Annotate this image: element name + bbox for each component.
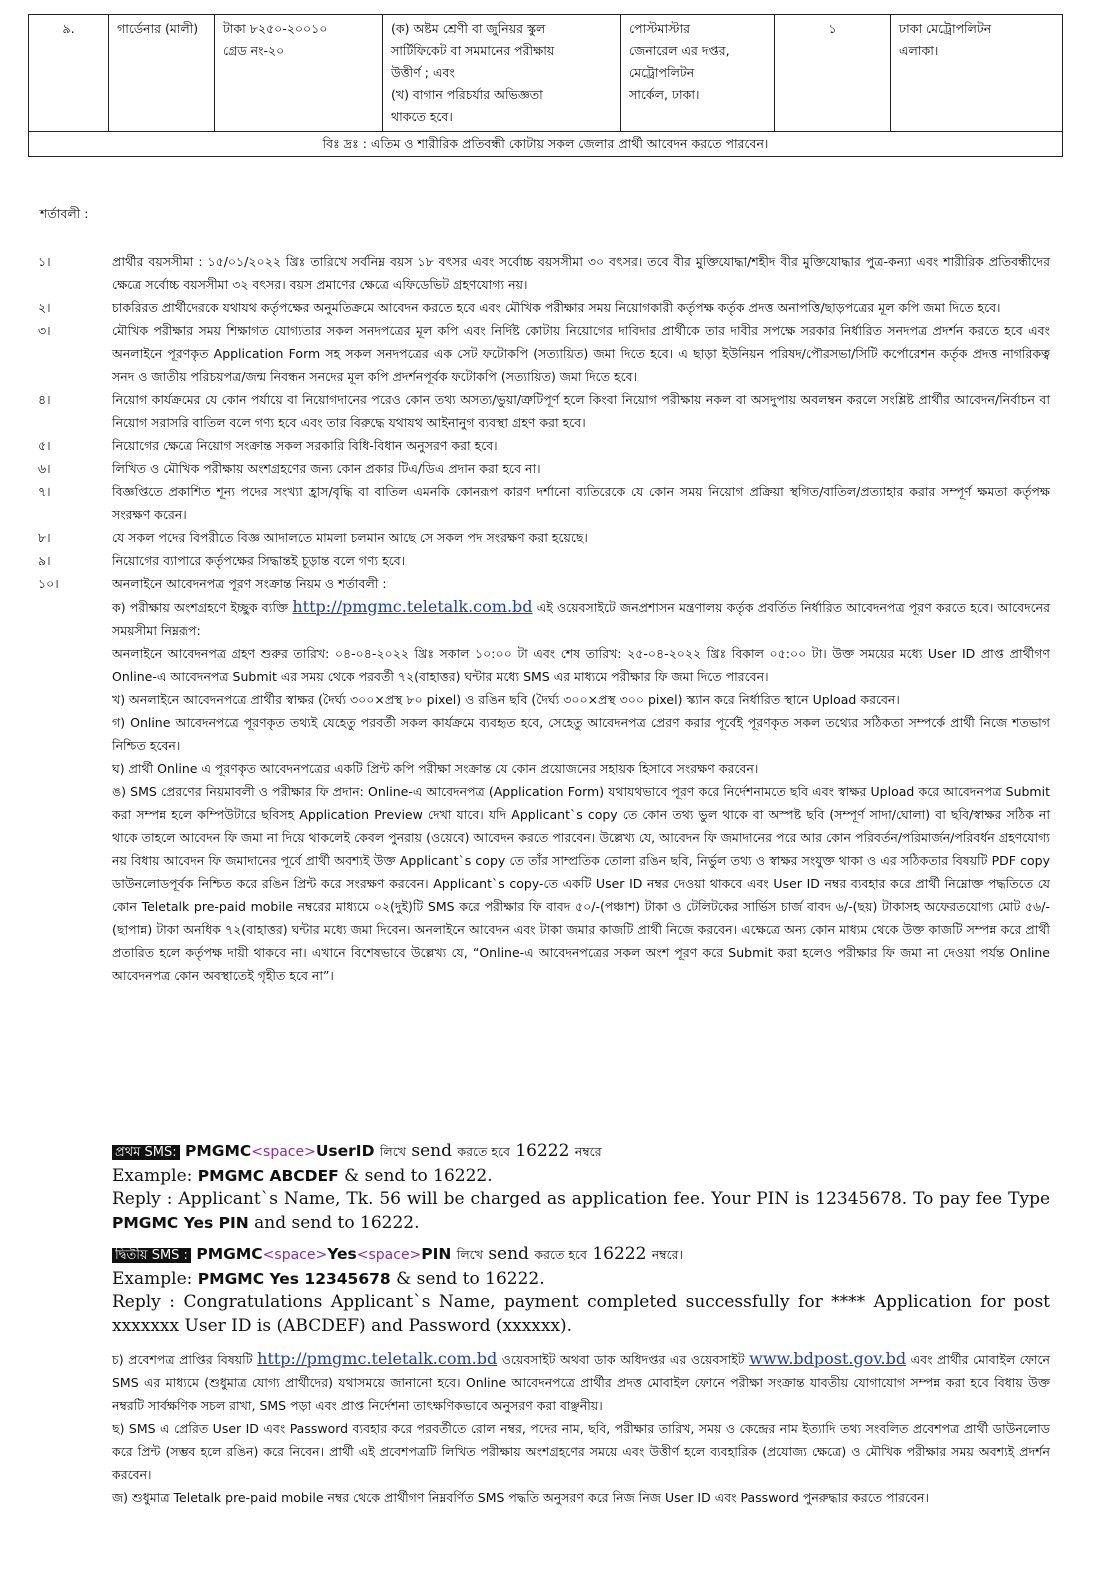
clause-uma: ঙ) SMS প্রেরণের নিয়মাবলী ও পরীক্ষার ফি প্রদান: Online-এ আবেদনপত্র (Application Form) যথাযথভাবে পূরণ করে নির্দেশনামতে ছবি এবং স্বাক্ষর Upload করে আবেদনপত্র Submit করা সম্পন্ন হলে কম্পিউটারে ছবিসহ Application Preview দেখা যাবে। যদি Applicant`s copy তে কোন তথ্য ভুল থাকে বা অস্পষ্ট ছবি (সম্পূর্ণ সাদা/ঘোলা) বা ছবি/স্বাক্ষর সঠিক না থাকে তাহলে আবেদন ফি জমা না দিয়ে থাকলেই কেবল পুনরায় (ওয়েবে) আবেদন করতে পারবেন। উল্লেখ্য যে, আবেদন ফি জমাদানের পরে আর কোন পরিবর্তন/পরিমার্জন/পরিবর্ধন গ্রহণযোগ্য নয় বিধায় আবেদন ফি জমাদানের পূর্বে প্রার্থী অবশ্যই উক্ত Applicant`s copy তে তাঁর সাম্প্রতিক তোলা রঙিন ছবি, নির্ভুল তথ্য ও স্বাক্ষর সংযুক্ত থাকা ও এর সঠিকতার বিষয়টি PDF copy ডাউনলোডপূর্বক নিশ্চিত করে রঙিন প্রিন্ট করে সংরক্ষণ করবেন। Applicant`s copy-তে একটি User ID নম্বর দেওয়া থাকবে এবং User ID নম্বর ব্যবহার করে প্রার্থী নিম্নোক্ত পদ্ধতিতে যে কোন Teletalk pre-paid mobile নম্বরের মাধ্যমে ০২(দুই)টি SMS করে পরীক্ষার ফি বাবদ ৫০/-(পঞ্চাশ) টাকা ও টেলিটকের সার্ভিস চার্জ বাবদ ৬/-(ছয়) টাকাসহ অফেরতযোগ্য মোট ৫৬/-(ছাপান্ন) টাকা অনধিক ৭২(বাহাত্তর) ঘন্টার মধ্যে জমা দিবেন। অনলাইনে আবেদন এবং টাকা জমার কাজটি প্রার্থী নিজে করবেন। এক্ষেত্রে অন্য কোন মাধ্যম থেকে উক্ত কাজটি সম্পন্ন করে প্রার্থী প্রতারিত হলে কর্তৃপক্ষ দায়ী থাকবে না। এখানে বিশেষভাবে উল্লেখ্য যে, “Online-এ আবেদনপত্রের সকল অংশ পূরণ করে Submit করা হলেও পরীক্ষার ফি জমা না দেওয়া পর্যন্ত Online আবেদনপত্র কোন অবস্থাতেই গৃহীত হবে না”।	[112, 784, 1050, 983]
condition-10-title: অনলাইনে আবেদনপত্র পূরণ সংক্রান্ত নিয়ম ও শর্তাবলী :	[112, 576, 387, 591]
clause-ka-time: অনলাইনে আবেদনপত্র গ্রহণ শুরুর তারিখ: ০৪-০৪-২০২২ খ্রিঃ সকাল ১০:০০ টা এবং শেষ তারিখ: ২৫-০৪-২০২২ খ্রিঃ বিকাল ০৫:০০ টা। উক্ত সময়ের মধ্যে User ID প্রাপ্ত প্রার্থীগণ Online-এ আবেদনপত্র Submit এর সময় থেকে পরবর্তী ৭২(বাহাত্তর) ঘন্টার মধ্যে SMS এর মাধ্যমে পরীক্ষার ফি জমা দিতে পারবেন।	[112, 646, 1050, 684]
clause-cha-mid: ওয়েবসাইট অথবা ডাক অধিদপ্তর এর ওয়েবসাইট	[501, 1352, 745, 1367]
bdpost-link[interactable]: www.bdpost.gov.bd	[749, 1349, 907, 1368]
pay-scale: টাকা ৮২৫০-২০০১০	[223, 21, 328, 36]
condition-item	[38, 480, 1050, 526]
send-text: send	[488, 1244, 529, 1264]
reply-label: Reply :	[112, 1189, 173, 1209]
clause-cha-prefix: চ) প্রবেশপত্র প্রাপ্তির বিষয়টি	[112, 1352, 253, 1367]
condition-item	[38, 388, 1050, 434]
sms-code: PMGMC	[196, 1245, 263, 1263]
sms-number: 16222	[592, 1244, 647, 1264]
teletalk-link[interactable]: http://pmgmc.teletalk.com.bd	[292, 597, 533, 616]
korte-text: করতে হবে	[457, 1144, 510, 1159]
condition-number: ১০।	[38, 576, 59, 591]
office-cell	[621, 15, 775, 132]
likhe-text: লিখে	[379, 1144, 406, 1159]
space-placeholder: <space>	[356, 1247, 422, 1263]
clause-chha: ছ) SMS এ প্রেরিত User ID এবং Password ব্যবহার করে পরবর্তীতে রোল নম্বর, পদের নাম, ছবি, পরীক্ষার তারিখ, সময় ও কেন্দ্রের নাম ইত্যাদি তথ্য সংবলিত প্রবেশপত্র প্রার্থী ডাউনলোড করে প্রিন্ট (সম্ভব হলে রঙিন) করে নিবেন। প্রার্থী এই প্রবেশপত্রটি লিখিত পরীক্ষায় অংশগ্রহণের সময়ে এবং উত্তীর্ণ হলে ব্যবহারিক (প্রযোজ্য ক্ষেত্রে) ও মৌখিক পরীক্ষার সময় অবশ্যই প্রদর্শন করবেন।	[112, 1421, 1050, 1482]
sms-second-label: দ্বিতীয় SMS :	[112, 1248, 191, 1263]
reply-text: Congratulations Applicant`s Name, payment completed successfully for **** Application for post xxxxxxx User ID is (ABCDEF) and Password (xxxxxx).	[112, 1292, 1051, 1336]
sms-second-reply	[112, 1291, 1050, 1338]
office-line: সার্কেল, ঢাকা।	[629, 87, 700, 102]
condition-text: নিয়োগ কার্যক্রমের যে কোন পর্যায়ে বা নিয়োগদানের পরেও কোন তথ্য অসত্য/ভুয়া/ত্রুটিপূর্ণ হলে কিংবা নিয়োগ পরীক্ষায় নকল বা অসদুপায় অবলম্বন করলে সংশ্লিষ্ট প্রার্থীর আবেদন/নির্বাচন বা নিয়োগ সরাসরি বাতিল বলে গণ্য হবে এবং তার বিরুদ্ধে যথাযথ আইনানুগ ব্যবস্থা গ্রহণ করা হবে।	[112, 392, 1050, 430]
sms-userid: UserID	[315, 1142, 375, 1160]
condition-number: ২।	[38, 300, 51, 315]
example-label: Example:	[112, 1268, 193, 1289]
sms-yes: Yes	[327, 1245, 357, 1263]
sms-code: PMGMC	[184, 1142, 252, 1160]
nombore-text: নম্বরে	[574, 1144, 602, 1159]
sms-first-line	[112, 1140, 1050, 1165]
reply-label: Reply :	[112, 1292, 176, 1312]
condition-text: বিজ্ঞপ্তিতে প্রকাশিত শূন্য পদের সংখ্যা হ্রাস/বৃদ্ধি বা বাতিল এমনকি কোনরূপ কারণ দর্শানো ব্যতিরেকে যে কোন সময় নিয়োগ প্রক্রিয়া স্থগিত/বাতিল/প্রত্যাহার করার সম্পূর্ণ ক্ষমতা কর্তৃপক্ষ সংরক্ষণ করেন।	[112, 484, 1050, 522]
condition-text: মৌখিক পরীক্ষার সময় শিক্ষাগত যোগ্যতার সকল সনদপত্রের মূল কপি এবং নির্দিষ্ট কোটায় নিয়োগের দাবিদার প্রার্থীকে তার দাবীর সপক্ষে সরকার নির্ধারিত সনদপত্র প্রদর্শন করতে হবে এবং অনলাইনে পূরণকৃত Application Form সহ সকল সনদপত্রের এক সেট ফটোকপি (সত্যায়িত) জমা দিতে হবে। এ ছাড়া ইউনিয়ন পরিষদ/পৌরসভা/সিটি কর্পোরেশন কর্তৃক প্রদত্ত নাগরিকত্ব সনদ ও জাতীয় পরিচয়পত্র/জন্ম নিবন্ধন সনদের মূল কপি প্রদর্শনপূর্বক ফটোকপি (সত্যায়িত) জমা দিতে হবে।	[112, 323, 1050, 384]
condition-text: যে সকল পদের বিপরীতে বিজ্ঞ আদালতে মামলা চলমান আছে সে সকল পদ সংরক্ষণ করা হয়েছে।	[112, 530, 588, 545]
sms-first-block	[112, 1140, 1050, 1235]
clause-cha	[112, 1347, 1050, 1417]
qualification-line: (খ) বাগান পরিচর্যার অভিজ্ঞতা	[391, 87, 543, 102]
clause-ka-prefix: ক) পরীক্ষায় অংশগ্রহণে ইচ্ছুক ব্যক্তি	[112, 600, 289, 615]
example-send: & send to 16222.	[396, 1268, 545, 1289]
clause-kha: খ) অনলাইনে আবেদনপত্রে প্রার্থীর স্বাক্ষর (দৈর্ঘ্য ৩০০×প্রস্থ ৮০ pixel) ও রঙিন ছবি (দৈর্ঘ্য ৩০০×প্রস্থ ৩০০ pixel) স্ক্যান করে নির্ধারিত স্থানে Upload করবেন।	[112, 692, 900, 707]
clause-ka	[112, 595, 1050, 642]
condition-number: ৩।	[38, 323, 51, 338]
area-line: এলাকা।	[899, 43, 939, 58]
condition-number: ৪।	[38, 392, 51, 407]
qualification-line: সার্টিফিকেট বা সমমানের পরীক্ষায়	[391, 43, 555, 58]
clause-ka-suffix: এই ওয়েবসাইটে জনপ্রশাসন মন্ত্রণালয় কর্তৃক প্রবর্তিত নির্ধারিত আবেদনপত্র পূরণ করতে হবে। আবেদনের সময়সীমা নিম্নরূপ:	[112, 600, 1051, 638]
sms-pin: PIN	[421, 1245, 452, 1263]
note-row	[29, 132, 1063, 157]
qualification-cell	[383, 15, 621, 132]
clause-ja: জ) শুধুমাত্র Teletalk pre-paid mobile নম্বর থেকে প্রার্থীগণ নিম্নবর্ণিত SMS পদ্ধতি অনুসরণ করে নিজ নিজ User ID এবং Password পুনরুদ্ধার করতে পারবেন।	[112, 1490, 929, 1505]
sms-first-example	[112, 1165, 1050, 1189]
conditions-list	[38, 250, 1050, 987]
count-cell: ১	[775, 15, 891, 132]
grade: গ্রেড নং-২০	[223, 43, 285, 58]
example-value: PMGMC ABCDEF	[197, 1166, 339, 1185]
condition-item	[38, 319, 1050, 388]
condition-10-body	[112, 572, 1050, 987]
qualification-line: উত্তীর্ণ ; এবং	[391, 65, 455, 80]
pay-cell	[215, 15, 383, 132]
condition-item	[38, 549, 1050, 572]
condition-item	[38, 296, 1050, 319]
qualification-line: থাকতে হবে।	[391, 109, 453, 124]
area-cell	[891, 15, 1063, 132]
sms-second-line	[112, 1243, 1050, 1268]
reply-end: and send to 16222.	[254, 1212, 420, 1233]
job-table	[28, 14, 1063, 157]
post-cell: গার্ডেনার (মালী)	[109, 15, 215, 132]
korte-text: করতে হবে	[534, 1247, 587, 1262]
example-label: Example:	[112, 1165, 193, 1186]
qualification-line: (ক) অষ্টম শ্রেণী বা জুনিয়র স্কুল	[391, 21, 546, 36]
condition-text: নিয়োগের ব্যাপারে কর্তৃপক্ষের সিদ্ধান্তই চূড়ান্ত বলে গণ্য হবে।	[112, 553, 406, 568]
sms-second-block	[112, 1243, 1050, 1338]
condition-item	[38, 526, 1050, 549]
serial-cell: ৯.	[29, 15, 109, 132]
condition-number: ৫।	[38, 438, 51, 453]
space-placeholder: <space>	[251, 1144, 316, 1160]
closing-clauses	[112, 1347, 1050, 1509]
reply-text: Applicant`s Name, Tk. 56 will be charged as application fee. Your PIN is 12345678. To pay fee Type	[178, 1189, 1051, 1209]
table-note: বিঃ দ্রঃ : এতিম ও শারীরিক প্রতিবন্ধী কোটায় সকল জেলার প্রার্থী আবেদন করতে পারবেন।	[29, 132, 1063, 157]
condition-item-10	[38, 572, 1050, 987]
sms-second-example	[112, 1268, 1050, 1292]
office-line: মেট্রোপলিটন	[629, 65, 695, 80]
condition-text: নিয়োগের ক্ষেত্রে নিয়োগ সংক্রান্ত সকল সরকারি বিধি-বিধান অনুসরণ করা হবে।	[112, 438, 498, 453]
send-text: send	[411, 1141, 452, 1161]
office-line: জেনারেল এর দপ্তর,	[629, 43, 730, 58]
office-line: পোস্টমাস্টার	[629, 21, 690, 36]
condition-item	[38, 457, 1050, 480]
space-placeholder: <space>	[262, 1247, 328, 1263]
reply-bold: PMGMC Yes PIN	[112, 1213, 249, 1232]
condition-number: ১।	[38, 254, 51, 269]
condition-number: ৮।	[38, 530, 51, 545]
sms-number: 16222	[515, 1141, 570, 1161]
sms-first-reply	[112, 1188, 1050, 1235]
condition-text: লিখিত ও মৌখিক পরীক্ষায় অংশগ্রহণের জন্য কোন প্রকার টিএ/ডিএ প্রদান করা হবে না।	[112, 461, 541, 476]
condition-text: প্রার্থীর বয়সসীমা : ১৫/০১/২০২২ খ্রিঃ তারিখে সর্বনিম্ন বয়স ১৮ বৎসর এবং সর্বোচ্চ বয়সসীমা ৩০ বৎসর। তবে বীর মুক্তিযোদ্ধা/শহীদ বীর মুক্তিযোদ্ধার পুত্র-কন্যা এবং শারীরিক প্রতিবন্ধীদের ক্ষেত্রে সর্বোচ্চ বয়সসীমা ৩২ বৎসর। বয়স প্রমাণের ক্ষেত্রে এফিডেভিট গ্রহণযোগ্য নয়।	[112, 254, 1050, 292]
clause-cha-suffix: এবং প্রার্থীর মোবাইল ফোনে SMS এর মাধ্যমে (শুধুমাত্র যোগ্য প্রার্থীদের) যথাসময়ে জানানো হবে। Online আবেদনপত্রে প্রার্থীর প্রদত্ত মোবাইল ফোনে পরীক্ষা সংক্রান্ত যাবতীয় যোগাযোগ সম্পন্ন করা হবে বিধায় উক্ত নম্বরটি সার্বক্ষণিক সচল রাখা, SMS পড়া এবং প্রাপ্ত নির্দেশনা তাৎক্ষণিকভাবে অনুসরণ করা বাঞ্ছনীয়।	[112, 1352, 1051, 1413]
condition-item	[38, 434, 1050, 457]
example-send: & send to 16222.	[344, 1165, 493, 1186]
area-line: ঢাকা মেট্রোপলিটন	[899, 21, 992, 36]
nombore-text: নম্বরে।	[651, 1247, 684, 1262]
condition-number: ৭।	[38, 484, 51, 499]
condition-text: চাকরিরত প্রার্থীদেরকে যথাযথ কর্তৃপক্ষের অনুমতিক্রমে আবেদন করতে হবে এবং মৌখিক পরীক্ষার সময় নিয়োগকারী কর্তৃপক্ষ কর্তৃক প্রদত্ত অনাপত্তি/ছাড়পত্রের মূল কপি জমা দিতে হবে।	[112, 300, 1001, 315]
sms-first-label: প্রথম SMS:	[112, 1145, 180, 1160]
condition-number: ৬।	[38, 461, 51, 476]
clause-ga: গ) Online আবেদনপত্রে পূরণকৃত তথ্যই যেহেতু পরবর্তী সকল কার্যক্রমে ব্যবহৃত হবে, সেহেতু আবেদনপত্র প্রেরণ করার পূর্বেই পূরণকৃত সকল তথ্যের সঠিকতা সম্পর্কে প্রার্থী নিজে শতভাগ নিশ্চিত হবেন।	[112, 715, 1050, 753]
clause-gha: ঘ) প্রার্থী Online এ পূরণকৃত আবেদনপত্রের একটি প্রিন্ট কপি পরীক্ষা সংক্রান্ত যে কোন প্রয়োজনের সহায়ক হিসাবে সংরক্ষণ করবেন।	[112, 761, 759, 776]
table-row	[29, 15, 1063, 132]
condition-number: ৯।	[38, 553, 51, 568]
example-value: PMGMC Yes 12345678	[197, 1269, 391, 1288]
conditions-heading: শর্তাবলী :	[40, 206, 89, 221]
teletalk-link[interactable]: http://pmgmc.teletalk.com.bd	[257, 1349, 498, 1368]
likhe-text: লিখে	[456, 1247, 483, 1262]
condition-item	[38, 250, 1050, 296]
